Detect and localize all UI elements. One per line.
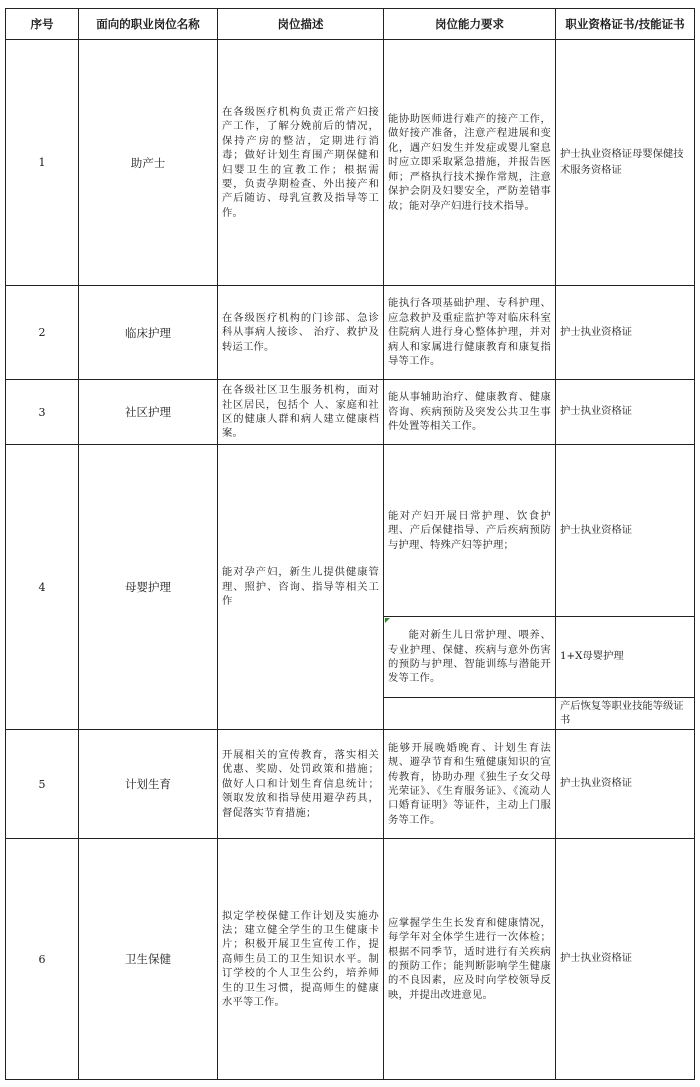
row6-ability: 应掌握学生生长发育和健康情况，每学年对全体学生进行一次体检；根据不同季节，适时进行有关疾病的预防工作；能判断影响学生健康的不良因素，应及时向学校领导反映，并提出改进意见。 [388,916,551,1001]
row5-post: 计划生育 [125,777,171,791]
row2-ability: 能执行各项基础护理、专科护理、应急救护及重症监护等对临床科室住院病人进行身心整体护理，并对病人和家属进行健康教育和康复指导等工作。 [388,297,551,368]
row1-desc: 在各级医疗机构负责正常产妇接产工作，了解分娩前后的情况，保持产房的整洁，定期进行消毒；做好计划生育围产期保健和妇婴卫生的宣教工作；根据需要，负责孕期检查、外出接产和产后随访、母乳宣教及指导等工作。 [222,105,379,219]
header-cert: 职业资格证书/技能证书 [565,17,685,31]
row6-cert: 护士执业资格证 [560,952,633,965]
row2-no: 2 [38,326,46,339]
row3-desc: 在各级社区卫生服务机构，面对社区居民，包括个 人、家庭和社区的健康人群和病人建立健康档案。 [222,384,379,440]
row5-cert: 护士执业资格证 [560,777,633,790]
row5-desc: 开展相关的宣传教育，落实相关优惠、奖励、处罚政策和措施；做好人口和计划生育信息统计；领取发放和指导使用避孕药具，督促落实节育措施； [222,748,379,819]
row4-no: 4 [38,580,46,594]
row4-post: 母婴护理 [125,580,171,594]
row1-cert: 护士执业资格证母婴保健技术服务资格证 [560,148,684,176]
header-no: 序号 [30,17,54,31]
row2-post: 临床护理 [125,325,171,340]
row4-desc: 能对孕产妇，新生儿提供健康管理、照护、咨询、指导等相关工作 [222,566,379,608]
row3-post: 社区护理 [125,405,171,419]
row1-no: 1 [38,156,46,169]
row3-no: 3 [38,405,46,419]
row4-ability-b: 能对新生儿日常护理、喂养、专业护理、保健、疾病与意外伤害的预防与护理、智能训练与潜能开发等工作。 [388,629,551,685]
row5-no: 5 [38,777,46,791]
row6-desc: 拟定学校保健工作计划及实施办法；建立健全学生的卫生健康卡片；积极开展卫生宣传工作，提高师生员工的卫生知识水平。制订学校的个人卫生公约，培养师生的卫生习惯，提高师生的健康水平等工作。 [222,909,379,1009]
row4-cert-c: 产后恢复等职业技能等级证书 [560,700,684,726]
header-ability: 岗位能力要求 [435,17,504,31]
row2-desc: 在各级医疗机构的门诊部、急诊科从事病人接诊、 治疗、救护及转运工作。 [222,311,379,353]
row4-cert-b: 1+X母婴护理 [560,650,624,663]
row1-post: 助产士 [130,155,166,170]
row1-ability: 能协助医师进行难产的接产工作，做好接产准备，注意产程进展和变化，遇产妇发生并发症或婴儿窒息时应立即采取紧急措施，并报告医师；严格执行技术操作常规，注意保护会阴及妇婴安全，严防差错事故；能对孕产妇进行技术指导。 [388,113,551,212]
row4-cert-a: 护士执业资格证 [560,523,633,536]
row6-post: 卫生保健 [125,952,171,966]
row4-ability-a: 能对产妇开展日常护理、饮食护理、产后保健指导、产后疾病预防与护理、特殊产妇等护理； [388,509,551,551]
header-post: 面向的职业岗位名称 [96,17,200,31]
row3-cert: 护士执业资格证 [560,405,633,418]
row2-cert: 护士执业资格证 [560,325,633,338]
row5-ability: 能够开展晚婚晚育、计划生育法规、避孕节育和生殖健康知识的宣传教育，协助办理《独生子女父母光荣证》、《生育服务证》、《流动人口婚育证明》等证件，主动上门服务等工作。 [388,741,551,826]
row4-ability-c [384,698,555,729]
row6-no: 6 [38,952,46,966]
row3-ability: 能从事辅助治疗、健康教育、健康咨询、疾病预防及突发公共卫生事件处置等相关工作。 [388,391,551,433]
header-desc: 岗位描述 [277,17,324,31]
